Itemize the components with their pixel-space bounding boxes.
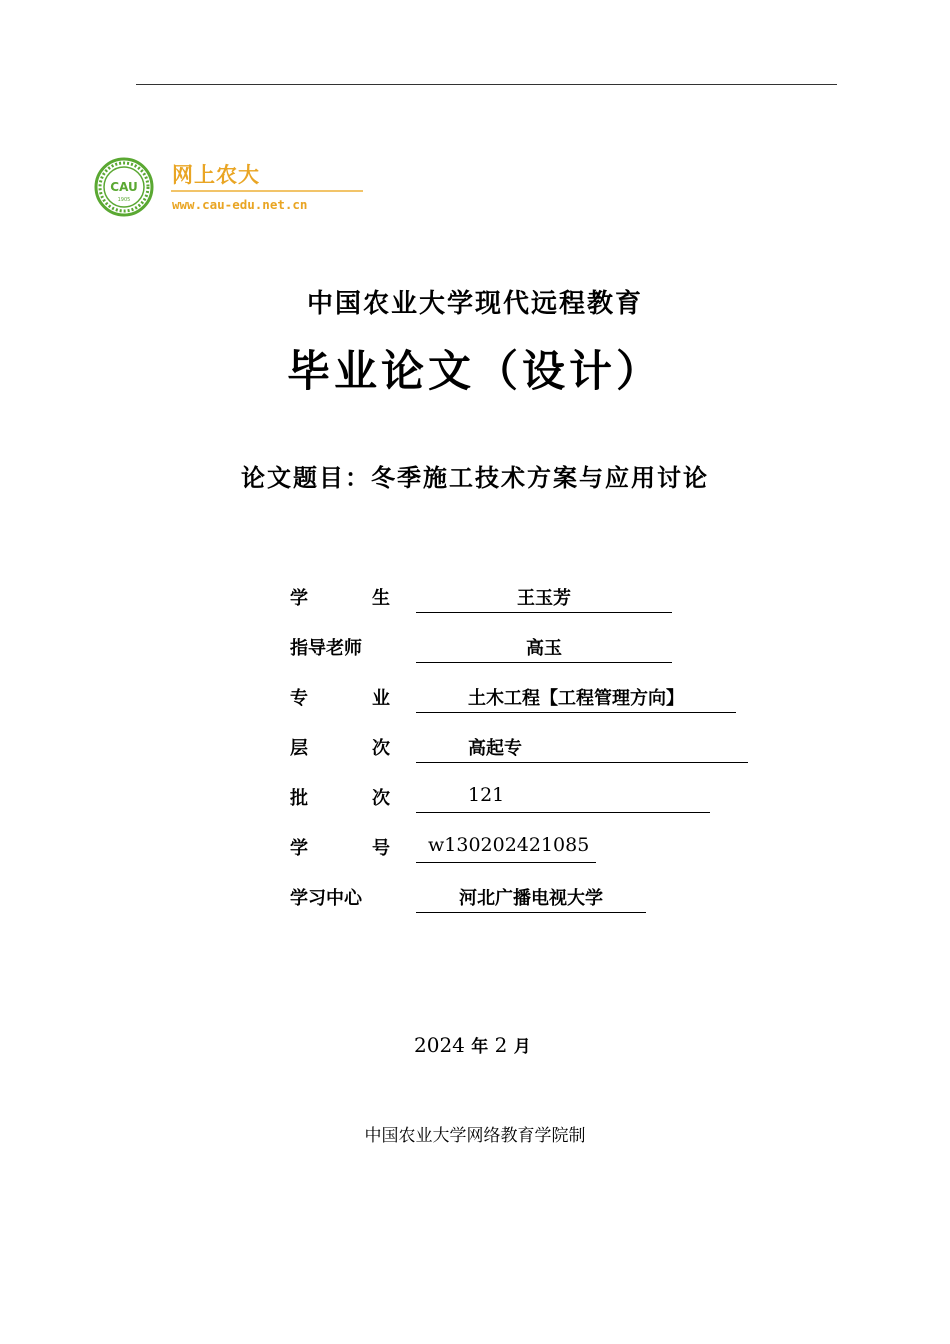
info-label-char: 专 [290, 688, 308, 709]
info-label: 指导老师 [290, 638, 362, 659]
info-label [290, 734, 390, 760]
footer-issuer: 中国农业大学网络教育学院制 [364, 1126, 586, 1146]
info-label [290, 834, 390, 860]
institution-title: 中国农业大学现代远程教育 [306, 289, 643, 319]
info-label [290, 584, 390, 610]
logo-url: www.cau-edu.net.cn [172, 197, 308, 212]
info-label-char: 学 [290, 838, 308, 859]
logo-name: 网上农大 [172, 162, 260, 187]
info-label: 学习中心 [290, 888, 362, 909]
advisor-name: 高玉 [416, 634, 672, 663]
major-value: 土木工程【工程管理方向】 [416, 684, 736, 713]
info-label-char: 学 [290, 588, 308, 609]
date-year-unit: 年 [471, 1037, 489, 1057]
batch-value: 121 [416, 784, 710, 813]
seal-text: CAU [110, 180, 138, 194]
date-month: 2 [494, 1033, 508, 1057]
info-label-char: 号 [372, 838, 390, 859]
thesis-topic [0, 458, 950, 493]
info-label [290, 684, 390, 710]
logo-divider [171, 190, 363, 192]
seal-year: 1905 [117, 197, 131, 203]
learning-center-value: 河北广播电视大学 [416, 884, 646, 913]
date-year: 2024 [414, 1033, 465, 1057]
university-logo [94, 157, 354, 219]
student-id-value: w130202421085 [416, 834, 596, 863]
topic-title: 冬季施工技术方案与应用讨论 [371, 464, 709, 492]
cau-seal-icon [94, 157, 154, 217]
info-label-char: 业 [372, 688, 390, 709]
info-label-char: 批 [290, 788, 308, 809]
student-name: 王玉芳 [416, 584, 672, 613]
date-month-unit: 月 [513, 1037, 531, 1057]
info-label-char: 次 [372, 738, 390, 759]
info-label-char: 生 [372, 588, 390, 609]
level-value: 高起专 [416, 734, 748, 763]
document-type: 毕业论文（设计） [287, 347, 663, 397]
topic-label: 论文题目： [241, 464, 371, 492]
info-label-char: 次 [372, 788, 390, 809]
info-label [290, 784, 390, 810]
submission-date [414, 1032, 531, 1057]
info-label-char: 层 [290, 738, 308, 759]
header-rule [136, 84, 837, 85]
